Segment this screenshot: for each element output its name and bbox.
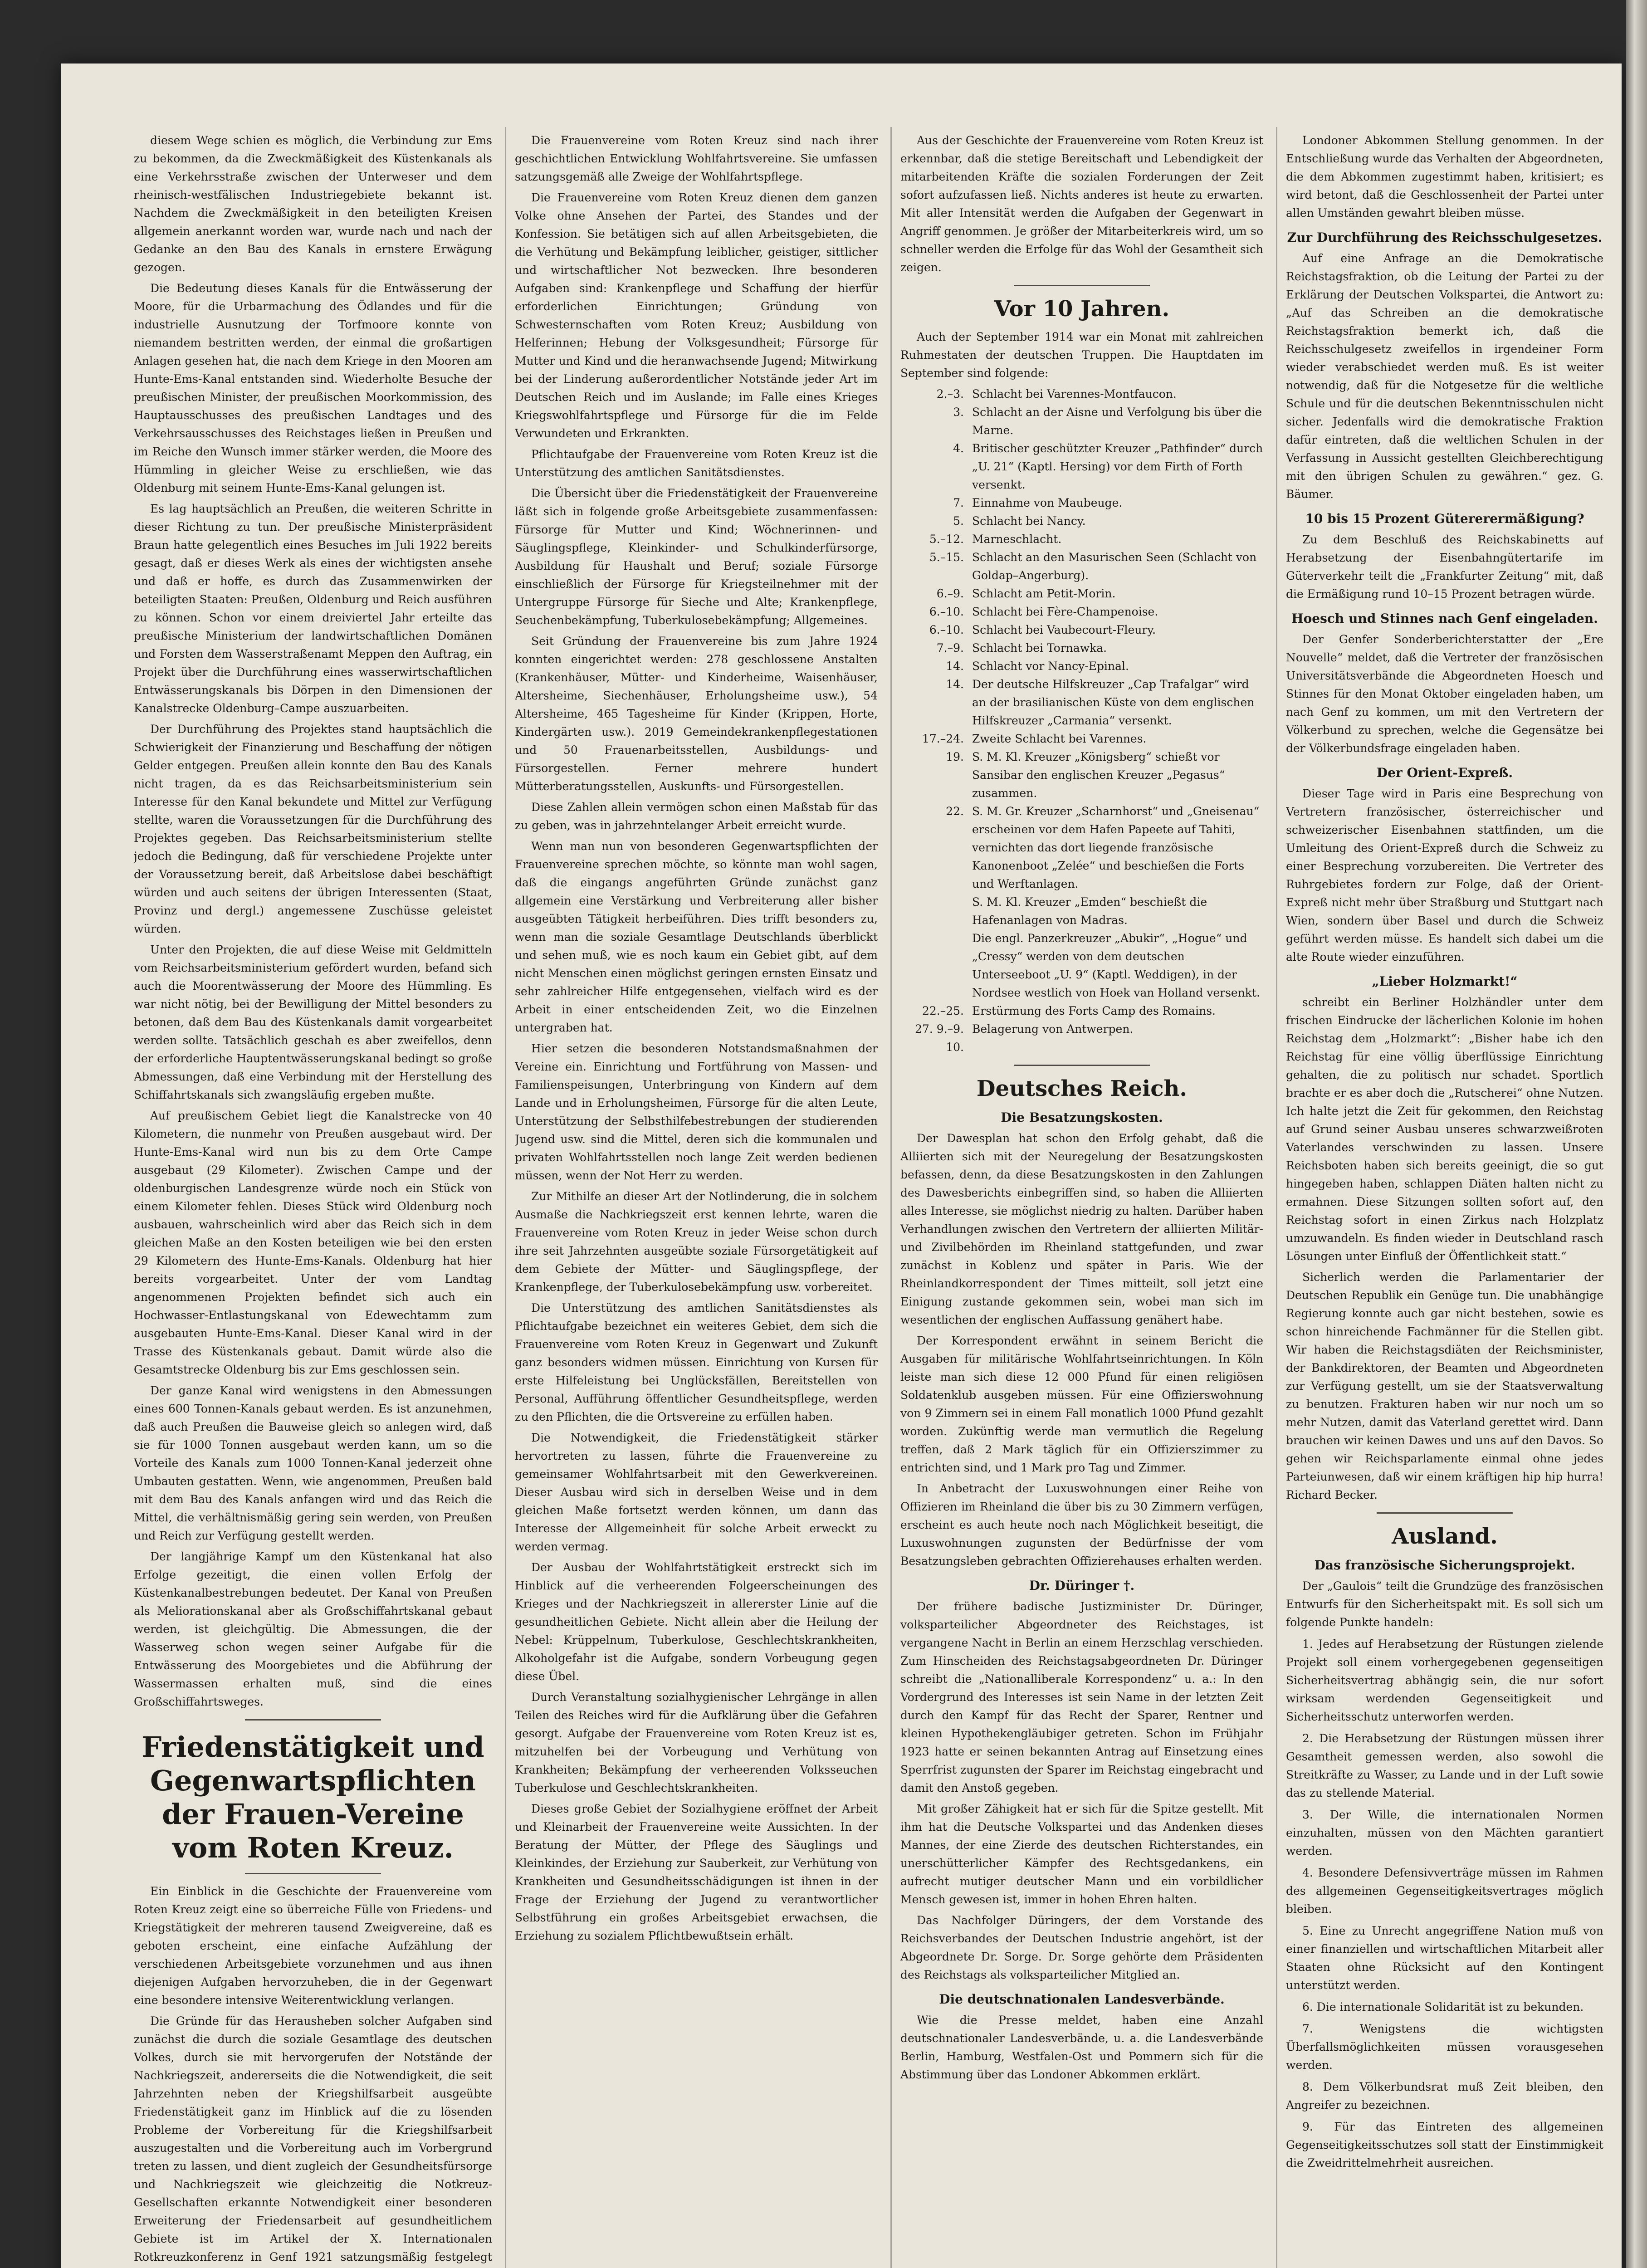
paragraph: Die Bedeutung dieses Kanals für die Entwässerung der Moore, für die Urbarmachung des Ödlandes und für die industrielle Ausnutzung der Torfmoore konnte von niemandem bestritten werden, der einmal die großartigen Anlagen gesehen hat, die nach dem Kriege in den Mooren am Hunte-Ems-Kanal entstanden sind. Wiederholte Besuche der preußischen Minister, der preußischen Moorkommission, des Hauptausschusses des preußischen Landtages und des Verkehrsausschusses des Reichstages ließen in Preußen und im Reiche den Wunsch immer stärker werden, die Moore des Hümmling in gleicher Weise zu erschließen, wie das Oldenburg mit seinem Hunte-Ems-Kanal gelungen ist. [134, 282, 492, 494]
date-text: Schlacht an den Masurischen Seen (Schlacht von Goldap–Angerburg). [972, 551, 1257, 582]
paragraph: Der Durchführung des Projektes stand hauptsächlich die Schwierigkeit der Finanzierung und Beschaffung der nötigen Gelder entgegen. Preußen allein konnte den Bau des Kanals nicht tragen, da es das Reichsarbeitsministerium sein Interesse für den Kanal bekundete und Mittel zur Verfügung stellte, waren die Voraussetzungen für die Durchführung des Projektes gegeben. Das Reichsarbeitsministerium stellte jedoch die Bedingung, daß für verschiedene Projekte unter der Voraussetzung bereit, daß Arbeitslose dabei beschäftigt würden und auch seitens der übrigen Interessenten (Staat, Provinz und dergl.) angemessene Zuschüsse geleistet würden. [134, 723, 492, 935]
date-text: Die engl. Panzerkreuzer „Abukir“, „Hogue“ und „Cressy“ werden von dem deutschen Unterseeboot „U. 9“ (Kaptl. Weddigen), in der Nordsee westlich von Hoek van Holland versenkt. [972, 932, 1260, 999]
date-entry [900, 548, 1263, 585]
date-entry [900, 385, 1263, 403]
date-text: S. M. Gr. Kreuzer „Scharnhorst“ und „Gneisenau“ erscheinen vor dem Hafen Papeete auf Tahiti, vernichten das dort liegende französische Kanonenboot „Zelée“ und beschießen die Forts und Werftanlagen. [972, 805, 1260, 890]
date-text: Schlacht bei Fère-Champenoise. [972, 605, 1158, 618]
list-item: 4. Besondere Defensivverträge müssen im Rahmen des allgemeinen Gegenseitigkeitsvertrages möglich bleiben. [1286, 1866, 1603, 1916]
subheadline: Hoesch und Stinnes nach Genf eingeladen. [1291, 611, 1598, 626]
paragraph: Sicherlich werden die Parlamentarier der Deutschen Republik ein Genüge tun. Die unabhängige Regierung konnte auch gar nicht bestehen, sowie es schon hinreichende Fachmänner für die Stellen gibt. Wir haben die Reichstagsdiäten der Reichsminister, der Bankdirektoren, der Beamten und Abgeordneten zur Verfügung gestellt, um sie der Staatsverwaltung zu benutzen. Frakturen haben wir nur noch um so mehr Nutzen, damit das Vaterland gerettet wird. Dann brauchen wir keinen Dawes und uns auf den Davos. So gehen wir Reichsparlamente einmal ohne jedes Parteiunwesen, daß wir einem kräftigen hip hip hurra! Richard Becker. [1286, 1271, 1603, 1501]
date-entry [900, 585, 1263, 603]
paragraph: Die Unterstützung des amtlichen Sanitätsdienstes als Pflichtaufgabe bezeichnet ein weiteres Gebiet, dem sich die Frauenvereine vom Roten Kreuz in Gegenwart und Zukunft ganz besonders widmen müssen. Einrichtung von Kursen für erste Hilfeleistung bei Unglücksfällen, Bereitstellen von Personal, Aufführung öffentlicher Gesundheitspflege, werden zu den Pflichten, die die Ortsvereine zu erfüllen haben. [515, 1301, 878, 1423]
paragraph: diesem Wege schien es möglich, die Verbindung zur Ems zu bekommen, da die Zweckmäßigkeit des Küstenkanals als eine Verkehrsstraße zwischen der Unterweser und dem rheinisch-westfälischen Industriegebiete bekannt ist. Nachdem die Zweckmäßigkeit in den beteiligten Kreisen allgemein anerkannt worden war, wurde nach und nach der Gedanke an den Bau des Kanals in ernstere Erwägung gezogen. [134, 134, 492, 274]
separator [245, 1873, 381, 1874]
date-text: Der deutsche Hilfskreuzer „Cap Trafalgar“ wird an der brasilianischen Küste von dem englischen Hilfskreuzer „Carmania“ versenkt. [972, 678, 1255, 727]
date-label [900, 893, 964, 929]
date-text: Schlacht bei Tornawka. [972, 641, 1107, 655]
date-label: 22.–25. [922, 1004, 964, 1017]
column-3 [900, 132, 1263, 2268]
date-entry [900, 1002, 1263, 1020]
paragraph: Unter den Projekten, die auf diese Weise mit Geldmitteln vom Reichsarbeitsministerium gefördert wurden, befand sich auch die Moorentwässerung der Moore des Hümmling. Es war nicht nötig, bei der Bewilligung der Mittel besonders zu betonen, daß dem Bau des Küstenkanals damit vorgearbeitet werden sollte. Tatsächlich geschah es aber zweifellos, denn der erforderliche Hauptentwässerungskanal bedingt so große Abmessungen, daß eine Verbindung mit der Herstellung des Schiffahrtskanals sich zwangsläufig ergeben mußte. [134, 943, 492, 1101]
paragraph: Wie die Presse meldet, haben eine Anzahl deutschnationaler Landesverbände, u. a. die Landesverbände Berlin, Hamburg, Westfalen-Ost und Pommern sich für die Abstimmung über das Londoner Abkommen erklärt. [900, 2014, 1263, 2081]
date-label: 5.–15. [929, 551, 964, 564]
paragraph: Auf preußischem Gebiet liegt die Kanalstrecke von 40 Kilometern, die nunmehr von Preußen ausgebaut wird. Der Hunte-Ems-Kanal wird nun bis zu dem Orte Campe ausgebaut (29 Kilometer). Zwischen Campe und der oldenburgischen Landesgrenze würde noch ein Stück von einem Kilometer fehlen. Dieses Stück wird Oldenburg noch ausbauen, wahrscheinlich wird aber das Reich sich in dem gleichen Maße an den Kosten beteiligen wie bei den ersten 29 Kilometern des Hunte-Ems-Kanals. Oldenburg hat hier bereits vorgearbeitet. Unter der vom Landtag angenommenen Projekten befindet sich auch ein Hochwasser-Entlastungskanal von Edewechtamm zum ausgebauten Hunte-Ems-Kanal. Dieser Kanal wird in der Trasse des Küstenkanals gebaut. Damit würde also die Gesamtstrecke Oldenburg bis zur Ems geschlossen sein. [134, 1109, 492, 1376]
date-text: Schlacht bei Vaubecourt-Fleury. [972, 623, 1156, 636]
separator [1014, 1065, 1150, 1066]
paragraph: Der Korrespondent erwähnt in seinem Bericht die Ausgaben für militärische Wohlfahrtseinrichtungen. In Köln leiste man sich diese 12 000 Pfund für einen religiösen Soldatenklub ausgeben müssen. Für eine Offizierswohnung von 9 Zimmern sei in einem Fall monatlich 1000 Pfund gezahlt worden. Zukünftig werde man vermutlich die Regelung treffen, daß 2 Mark täglich für ein Offizierszimmer zu entrichten sind, und 1 Mark pro Tag und Zimmer. [900, 1334, 1263, 1474]
date-entry [900, 494, 1263, 512]
date-entry [900, 675, 1263, 730]
article-headline: Friedenstätigkeit und Gegenwartspflichten der Frauen-Vereine vom Roten Kreuz. [142, 1730, 484, 1864]
date-label [900, 929, 964, 1002]
paragraph: Auf eine Anfrage an die Demokratische Reichstagsfraktion, ob die Leitung der Partei zu der Erklärung der Deutschen Volkspartei, die Antwort zu: „Auf das Schreiben an die demokratische Reichstagsfraktion bemerkt ich, daß die Reichsschulgesetz zweifellos in irgendeiner Form wieder verabschiedet werden muß. Es ist weiter notwendig, daß für die Notgesetze für die weltliche Schule und für die deutschen Bekenntnisschulen nicht sicher. Jedenfalls wird die demokratische Fraktion dafür eintreten, daß die weltlichen Schulen in der Verfassung in Aussicht gestellten Gleichberechtigung mit den übrigen Schulen zu gewähren.“ gez. G. Bäumer. [1286, 252, 1603, 501]
subheadline: 10 bis 15 Prozent Gütererermäßigung? [1305, 511, 1584, 526]
date-label: 17.–24. [922, 732, 964, 745]
date-label: 19. [946, 750, 964, 763]
section-headline: Ausland. [1392, 1524, 1498, 1549]
paragraph: Londoner Abkommen Stellung genommen. In der Entschließung wurde das Verhalten der Abgeordneten, die dem Abkommen zugestimmt haben, kritisiert; es wird betont, daß die Geschlossenheit der Partei unter allen Umständen gewahrt bleiben müsse. [1286, 134, 1603, 220]
list-item: 6. Die internationale Solidarität ist zu bekunden. [1302, 2000, 1584, 2014]
separator [245, 1719, 381, 1721]
date-entry [900, 802, 1263, 893]
date-label: 6.–10. [929, 605, 964, 618]
list-item: 8. Dem Völkerbundsrat muß Zeit bleiben, den Angreifer zu bezeichnen. [1286, 2080, 1603, 2112]
list-item: 3. Der Wille, die internationalen Normen einzuhalten, müssen von den Mächten garantiert werden. [1286, 1808, 1603, 1857]
paragraph: Der Dawesplan hat schon den Erfolg gehabt, daß die Alliierten sich mit der Neuregelung der Besatzungskosten befassen, denn, da diese Besatzungskosten in den Zahlungen des Dawesberichts einbegriffen sind, so haben die Alliierten alles Interesse, sie möglichst niedrig zu halten. Darüber haben Verhandlungen zwischen den Vertretern der alliierten Militär- und Zivilbehörden im Rheinland stattgefunden, und zwar zunächst in Koblenz und später in Paris. Wie der Rheinlandkorrespondent der Times mitteilt, soll jetzt eine Einigung zustande gekommen sein, wobei man sich im wesentlichen der englischen Auffassung genähert habe. [900, 1132, 1263, 1326]
date-entry [900, 603, 1263, 621]
date-text: Britischer geschützter Kreuzer „Pathfinder“ durch „U. 21“ (Kaptl. Hersing) vor dem Firth of Forth versenkt. [972, 442, 1263, 491]
column-rule [505, 127, 506, 2268]
date-text: Schlacht am Petit-Morin. [972, 587, 1116, 600]
date-entry [900, 530, 1263, 548]
points-list [1286, 1635, 1603, 2172]
paragraph: Der frühere badische Justizminister Dr. Düringer, volksparteilicher Abgeordneter des Reichstages, ist vergangene Nacht in Berlin an einem Herzschlag verschieden. Zum Hinscheiden des Reichstagsabgeordneten Dr. Düringer schreibt die „Nationalliberale Korrespondenz“ u. a.: In den Vordergrund des Interesses ist sein Name in der letzten Zeit durch den Kampf für das Recht der Sparer, Rentner und kleinen Hypothekengläubiger getreten. Schon im Frühjahr 1923 hatte er seinen bekannten Antrag auf Einsetzung eines Sperrfrist zugunsten der Sparer im Reichstag eingebracht und damit den Anstoß gegeben. [900, 1600, 1263, 1794]
date-entry [900, 730, 1263, 748]
paragraph: Dieser Tage wird in Paris eine Besprechung von Vertretern französischer, österreichischer und schweizerischer Eisenbahnen stattfinden, um die Umleitung des Orient-Expreß durch die Schweiz zu einer Besprechung vorzubereiten. Die Vertreter des Ruhrgebietes fordern zur Folge, daß der Orient-Expreß nicht mehr über Straßburg und Stuttgart nach Wien, sondern über Basel und durch die Schweiz geführt werden müsse. Es handelt sich dabei um die alte Route wieder einzuführen. [1286, 787, 1603, 963]
date-entry [900, 929, 1263, 1002]
list-item: 2. Die Herabsetzung der Rüstungen müssen ihrer Gesamtheit gemessen werden, also sowohl die Streitkräfte zu Wasser, zu Lande und in der Luft sowie das zu stellende Material. [1286, 1732, 1603, 1799]
column-rule [890, 127, 892, 2268]
paragraph: Es lag hauptsächlich an Preußen, die weiteren Schritte in dieser Richtung zu tun. Der preußische Ministerpräsident Braun hatte gelegentlich eines Besuches im Juli 1922 bereits gesagt, daß er dieses Werk als eines der wichtigsten ansehe und daß er hoffe, es durch das Zusammenwirken der beteiligten Staaten: Preußen, Oldenburg und Reich ausführen zu können. Schon vor einem dreiviertel Jahr erteilte das preußische Ministerium der landwirtschaftlichen Domänen und Forsten dem Wasserstraßenamt Meppen den Auftrag, ein Projekt über die Durchführung eines wasserwirtschaftlichen Entwässerungskanals bis Dörpen in den Dimensionen der Kanalstrecke Oldenburg–Campe auszuarbeiten. [134, 502, 492, 715]
paragraph: In Anbetracht der Luxuswohnungen einer Reihe von Offizieren im Rheinland die über bis zu 30 Zimmern verfügen, erscheint es auch heute noch nach Möglichkeit beseitigt, die Luxuswohnungen zugunsten der Bedürfnisse der vom Besatzungsleben gebrachten Offizierehauses erhalten werden. [900, 1482, 1263, 1568]
list-item: 7. Wenigstens die wichtigsten Überfallsmöglichkeiten müssen vorausgesehen werden. [1286, 2022, 1603, 2072]
newspaper-page [61, 64, 1622, 2268]
date-label: 7. [953, 496, 964, 509]
paragraph: Die Gründe für das Herausheben solcher Aufgaben sind zunächst die durch die soziale Gesamtlage des deutschen Volkes, durch sie mit hervorgerufen der Notstände der Nachkriegszeit, andererseits die die Notwendigkeit, die seit Jahrzehnten neben der Kriegshilfsarbeit ausgeübte Friedenstätigkeit ganz im Hinblick auf die zu lösenden Probleme der Vorbereitung für die Kriegshilfsarbeit auszugestalten und die Vorbereitung auch im Vorbergrund treten zu lassen, und dient zugleich der Gesundheitsfürsorge und Nachkriegszeit wie gleichzeitig die Notkreuz-Gesellschaften erkannte Notwendigkeit einer besonderen Erweiterung der Friedensarbeit auf gesundheitlichem Gebiete ist im Artikel der X. Internationalen Rotkreuzkonferenz in Genf 1921 satzungsmäßig festgelegt [134, 2014, 492, 2263]
paragraph: Aus der Geschichte der Frauenvereine vom Roten Kreuz ist erkennbar, daß die stetige Bereitschaft und Lebendigkeit der mitarbeitenden Kräfte die sozialen Forderungen der Zeit sofort aufzufassen ließ. Nichts anderes ist heute zu erwarten. Mit aller Intensität werden die Aufgaben der Gegenwart in Angriff genommen. Je größer der Mitarbeiterkreis wird, um so schneller werden die Erfolge für das Wohl der Gesamtheit sich zeigen. [900, 134, 1263, 274]
date-entry [900, 657, 1263, 675]
separator [1014, 285, 1150, 286]
date-entry [900, 893, 1263, 929]
paragraph: Pflichtaufgabe der Frauenvereine vom Roten Kreuz ist die Unterstützung des amtlichen Sanitätsdienstes. [515, 448, 878, 479]
date-text: Zweite Schlacht bei Varennes. [972, 732, 1147, 745]
date-entry [900, 403, 1263, 440]
date-text: Schlacht bei Nancy. [972, 514, 1086, 528]
list-item: 1. Jedes auf Herabsetzung der Rüstungen zielende Projekt soll einem vorhergegebenen gegenseitigen Sicherheitsvertrag abhängig sein, die nur sofort wirksam werdenden Gegenseitigkeit und Sicherheitsschutz unterworfen werden. [1286, 1637, 1603, 1723]
subheadline: Die deutschnationalen Landesverbände. [939, 1992, 1225, 2007]
paragraph: Auch der September 1914 war ein Monat mit zahlreichen Ruhmestaten der deutschen Truppen. Die Hauptdaten im September sind folgende: [900, 330, 1263, 380]
paragraph: Das Nachfolger Düringers, der dem Vorstande des Reichsverbandes der Deutschen Industrie angehört, ist der Abgeordnete Dr. Sorge. Dr. Sorge gehörte dem Präsidenten des Reichstags als volksparteilicher Mitglied an. [900, 1914, 1263, 1981]
list-item: 9. Für das Eintreten des allgemeinen Gegenseitigkeitsschutzes soll statt der Einstimmigkeit die Zweidrittelmehrheit ausreichen. [1286, 2120, 1603, 2170]
date-label: 4. [953, 442, 964, 455]
date-text: Marneschlacht. [972, 533, 1062, 546]
date-label: 5. [953, 514, 964, 528]
paragraph: Die Frauenvereine vom Roten Kreuz dienen dem ganzen Volke ohne Ansehen der Partei, des Standes und der Konfession. Sie betätigen sich auf allen Arbeitsgebieten, die die Verhütung und Bekämpfung leiblicher, geistiger, sittlicher und wirtschaftlicher Not bezwecken. Ihre besonderen Aufgaben sind: Krankenpflege und Schaffung der hierfür erforderlichen Einrichtungen; Gründung von Schwesternschaften vom Roten Kreuz; Ausbildung von Helferinnen; Hebung der Volksgesundheit; Fürsorge für Mutter und Kind und die heranwachsende Jugend; Mitwirkung bei der Linderung außerordentlicher Notstände jeder Art im Deutschen Reich und im Auslande; im Falle eines Krieges Kriegswohlfahrtspflege und Fürsorge für die im Felde Verwundeten und Erkrankten. [515, 191, 878, 440]
date-entry [900, 748, 1263, 802]
date-entry [900, 1020, 1263, 1056]
subheadline: Das französische Sicherungsprojekt. [1314, 1558, 1575, 1573]
dates-list [900, 385, 1263, 1056]
paragraph: Seit Gründung der Frauenvereine bis zum Jahre 1924 konnten eingerichtet werden: 278 geschlossene Anstalten (Krankenhäuser, Mütter- und Kinderheime, Waisenhäuser, Altersheime, Siechenhäuser, Erholungsheime usw.), 54 Altersheime, 465 Tagesheime für Kinder (Krippen, Horte, Kindergärten usw.). 2019 Gemeindekrankenpflegestationen und 50 Frauenarbeitsstellen, Ausbildungs- und Fürsorgestellen. Ferner mehrere hundert Mütterberatungsstellen, Auskunfts- und Fürsorgestellen. [515, 635, 878, 793]
paragraph: Zur Mithilfe an dieser Art der Notlinderung, die in solchem Ausmaße die Nachkriegszeit erst kennen lehrte, waren die Frauenvereine vom Roten Kreuz in jeder Weise schon durch ihre seit Jahrzehnten ausgeübte soziale Fürsorgetätigkeit auf dem Gebiete der Mütter- und Säuglingspflege, der Krankenpflege, der Tuberkulosebekämpfung usw. vorbereitet. [515, 1190, 878, 1294]
date-text: S. M. Kl. Kreuzer „Emden“ beschießt die Hafenanlagen von Madras. [972, 895, 1207, 927]
date-label: 3. [953, 406, 964, 419]
subheadline: Zur Durchführung des Reichsschulgesetzes. [1287, 230, 1603, 245]
subheadline: Dr. Düringer †. [1029, 1578, 1135, 1593]
date-label: 14. [946, 678, 964, 691]
date-text: Schlacht vor Nancy-Epinal. [972, 660, 1129, 673]
section-headline: Deutsches Reich. [976, 1076, 1188, 1101]
paragraph: Der Ausbau der Wohlfahrtstätigkeit erstreckt sich im Hinblick auf die verheerenden Folgeerscheinungen des Krieges und der Nachkriegszeit in allererster Linie auf die gesundheitlichen Gebiete. Nicht allein aber die Heilung der Nebel: Krüppelnum, Tuberkulose, Geschlechtskrankheiten, Alkoholgefahr ist die Aufgabe, sondern Vorbeugung gegen diese Übel. [515, 1561, 878, 1683]
subheadline: „Lieber Holzmarkt!“ [1372, 974, 1518, 989]
paragraph: Hier setzen die besonderen Notstandsmaßnahmen der Vereine ein. Einrichtung und Fortführung von Massen- und Familienspeisungen, Unterbringung von Kindern auf dem Lande und in Erholungsheimen, Fürsorge für die alten Leute, Unterstützung der Selbsthilfebestrebungen der studierenden Jugend usw. sind die Mittel, deren sich die kommunalen und privaten Wohlfahrtsstellen noch lange Zeit werden bedienen müssen, wenn der Not Herr zu werden. [515, 1042, 878, 1182]
subheadline: Der Orient-Expreß. [1376, 765, 1513, 780]
paragraph: Der langjährige Kampf um den Küstenkanal hat also Erfolge gezeitigt, die einen vollen Erfolg der Küstenkanalbestrebungen bedeutet. Der Kanal von Preußen als Meliorationskanal aber als Großschiffahrtskanal gebaut werden, ist gleichgültig. Die Abmessungen, die der Wasserweg schon wegen seiner Aufgabe für die Entwässerung des Moorgebietes und die Abführung der Wassermassen erhalten muß, sind die eines Großschiffahrtsweges. [134, 1550, 492, 1708]
column-4 [1286, 132, 1603, 2268]
paragraph: Wenn man nun von besonderen Gegenwartspflichten der Frauenvereine sprechen möchte, so könnte man wohl sagen, daß die eingangs angeführten Gründe zunächst ganz allgemein eine Verstärkung und Verbreiterung aller bisher ausgeübten Tätigkeit herbeiführen. Dies trifft besonders zu, wenn man die soziale Gesamtlage Deutschlands überblickt und sehen muß, wie es noch kaum ein Gebiet gibt, auf dem nicht Menschen einen möglichst geringen ernsten Einsatz und sehr zahlreicher Hilfe entgegensehen, vielfach wird es der Arbeit in einer entscheidenden Zeit, wo die Einzelnen untergraben hat. [515, 840, 878, 1034]
paragraph: Die Frauenvereine vom Roten Kreuz sind nach ihrer geschichtlichen Entwicklung Wohlfahrtsvereine. Sie umfassen satzungsgemäß alle Zweige der Wohlfahrtspflege. [515, 134, 878, 183]
date-label: 2.–3. [936, 387, 964, 401]
paragraph: Ein Einblick in die Geschichte der Frauenvereine vom Roten Kreuz zeigt eine so überreiche Fülle von Friedens- und Kriegstätigkeit der mehreren tausend Zweigvereine, daß es geboten erscheint, eine einfache Aufzählung der verschiedenen Arbeitsgebiete vorzunehmen und aus ihnen diejenigen Aufgaben hervorzuheben, die in der Gegenwart eine besondere intensive Weiterentwicklung verlangen. [134, 1885, 492, 2007]
date-text: Einnahme von Maubeuge. [972, 496, 1123, 509]
scan-edge [1626, 0, 1647, 2268]
paragraph: Mit großer Zähigkeit hat er sich für die Spitze gestellt. Mit ihm hat die Deutsche Volkspartei und das Andenken dieses Mannes, der eine Zierde des deutschen Richterstandes, ein unerschütterlicher Kämpfer des Rechtsgedankens, ein aufrecht mutiger deutscher Mann und ein vorbildlicher Mensch gewesen ist, immer in hohen Ehren halten. [900, 1802, 1263, 1906]
paragraph: Der Genfer Sonderberichterstatter der „Ere Nouvelle“ meldet, daß die Vertreter der französischen Universitätsverbände die Abgeordneten Hoesch und Stinnes für den Monat Oktober eingeladen haben, um nach Genf zu kommen, um mit den Vertretern der Völkerbund zu sprechen, welche die Gegensätze bei der Völkerbundsfrage eingeladen haben. [1286, 633, 1603, 755]
paragraph: Der ganze Kanal wird wenigstens in den Abmessungen eines 600 Tonnen-Kanals gebaut werden. Es ist anzunehmen, daß auch Preußen die Bauweise gleich so anlegen wird, daß sie für 1000 Tonnen ausgebaut werden kann, um so die Vorteile des Kanals zum 1000 Tonnen-Kanal jederzeit ohne Umbauten gestatten. Wenn, wie angenommen, Preußen bald mit dem Bau des Kanals anfangen wird und das Reich die Mittel, die verhältnismäßig gering sein werden, von Preußen und Reich zur Verfügung gestellt werden. [134, 1384, 492, 1542]
date-label: 6.–10. [929, 623, 964, 636]
separator [1377, 1512, 1513, 1514]
date-entry [900, 440, 1263, 494]
paragraph: Die Übersicht über die Friedenstätigkeit der Frauenvereine läßt sich in folgende große Arbeitsgebiete zusammenfassen: Fürsorge für Mutter und Kind; Wöchnerinnen- und Säuglingspflege, Kleinkinder- und Schulkinderfürsorge, Ausbildung für Haushalt und Beruf; soziale Fürsorge einschließlich der Fürsorge für Kriegsteilnehmer mit der Untergruppe Fürsorge für Sieche und Alte; Krankenpflege, Seuchenbekämpfung, Tuberkulosebekämpfung; Allgemeines. [515, 487, 878, 627]
date-label: 27. 9.–9. 10. [915, 1022, 964, 1054]
list-item: 5. Eine zu Unrecht angegriffene Nation muß von einer finanziellen und wirtschaftlichen Mitarbeit aller Staaten ohne Rücksicht auf den Kontingent unterstützt werden. [1286, 1924, 1603, 1992]
date-text: Schlacht bei Varennes-Montfaucon. [972, 387, 1177, 401]
date-entry [900, 512, 1263, 530]
date-text: Schlacht an der Aisne und Verfolgung bis über die Marne. [972, 406, 1262, 437]
date-entry [900, 621, 1263, 639]
date-text: Belagerung von Antwerpen. [972, 1022, 1134, 1036]
date-label: 7.–9. [936, 641, 964, 655]
date-label: 5.–12. [929, 533, 964, 546]
section-headline: Vor 10 Jahren. [994, 296, 1170, 322]
date-text: Erstürmung des Forts Camp des Romains. [972, 1004, 1216, 1017]
date-label: 22. [946, 805, 964, 818]
date-label: 14. [946, 660, 964, 673]
paragraph: Diese Zahlen allein vermögen schon einen Maßstab für das zu geben, was in jahrzehntelanger Arbeit erreicht wurde. [515, 801, 878, 832]
date-text: S. M. Kl. Kreuzer „Königsberg“ schießt vor Sansibar den englischen Kreuzer „Pegasus“ zusammen. [972, 750, 1225, 800]
column-1 [134, 132, 492, 2268]
column-rule [1276, 127, 1277, 2268]
paragraph: Der „Gaulois“ teilt die Grundzüge des französischen Entwurfs für den Sicherheitspakt mit. Es soll sich um folgende Punkte handeln: [1286, 1579, 1603, 1629]
paragraph: schreibt ein Berliner Holzhändler unter dem frischen Eindrucke der lächerlichen Kolonie im hohen Reichstag dem „Holzmarkt“: „Bisher habe ich den Reichstag für eine völlig überflüssige Einrichtung gehalten, die zu politisch nur schadet. Sportlich brachte er es aber doch die „Rutscherei“ ohne Nutzen. Ich halte jetzt die Zeit für gekommen, den Reichstag auf Grund seiner Ausbau unseres schwarzweißroten Vaterlandes verschwinden zu lassen. Unsere Reichsboten haben sich bereits geeinigt, die so gut hingegeben haben, schlappen Diäten halten nicht zu ermahnen. Diese Sitzungen sollten sofort auf, den Reichstag sofort in einen Zirkus nach Holzplatz umzuwandeln. Es finden wieder in Deutschland rasch Lösungen unter Einfluß der Öffentlichkeit statt.“ [1286, 996, 1603, 1263]
paragraph: Die Notwendigkeit, die Friedenstätigkeit stärker hervortreten zu lassen, führte die Frauenvereine zu gemeinsamer Wohlfahrtsarbeit mit den Gewerkvereinen. Dieser Ausbau wird sich in derselben Weise und in dem gleichen Maße fortsetzt werden können, um dann das Interesse der Allgemeinheit für solche Arbeit erweckt zu werden vermag. [515, 1431, 878, 1553]
subheadline: Die Besatzungskosten. [1001, 1110, 1163, 1125]
column-2 [515, 132, 878, 2268]
date-label: 6.–9. [936, 587, 964, 600]
date-entry [900, 639, 1263, 657]
paragraph: Dieses große Gebiet der Sozialhygiene eröffnet der Arbeit und Kleinarbeit der Frauenvereine weite Aussichten. In der Beratung der Mütter, der Pflege des Säuglings und Kleinkindes, der Erziehung zur Sauberkeit, zur Verhütung von Krankheiten und Gesundheitsschädigungen ist ihnen in der Frage der Erziehung der Jugend zu verantwortlicher Selbstführung ein großes Arbeitsgebiet erwachsen, die Erziehung zu sozialem Pflichtbewußtsein erhält. [515, 1802, 878, 1942]
paragraph: Zu dem Beschluß des Reichskabinetts auf Herabsetzung der Eisenbahngütertarife im Güterverkehr teilt die „Frankfurter Zeitung“ mit, daß die Ermäßigung rund 10–15 Prozent betragen würde. [1286, 533, 1603, 601]
paragraph: Durch Veranstaltung sozialhygienischer Lehrgänge in allen Teilen des Reiches wird für die Aufklärung über die Gefahren gesorgt. Aufgabe der Frauenvereine vom Roten Kreuz ist es, mitzuhelfen bei der Vorbeugung und Verhütung von Krankheiten; Bekämpfung der verheerenden Volksseuchen Tuberkulose und Geschlechtskrankheiten. [515, 1691, 878, 1794]
